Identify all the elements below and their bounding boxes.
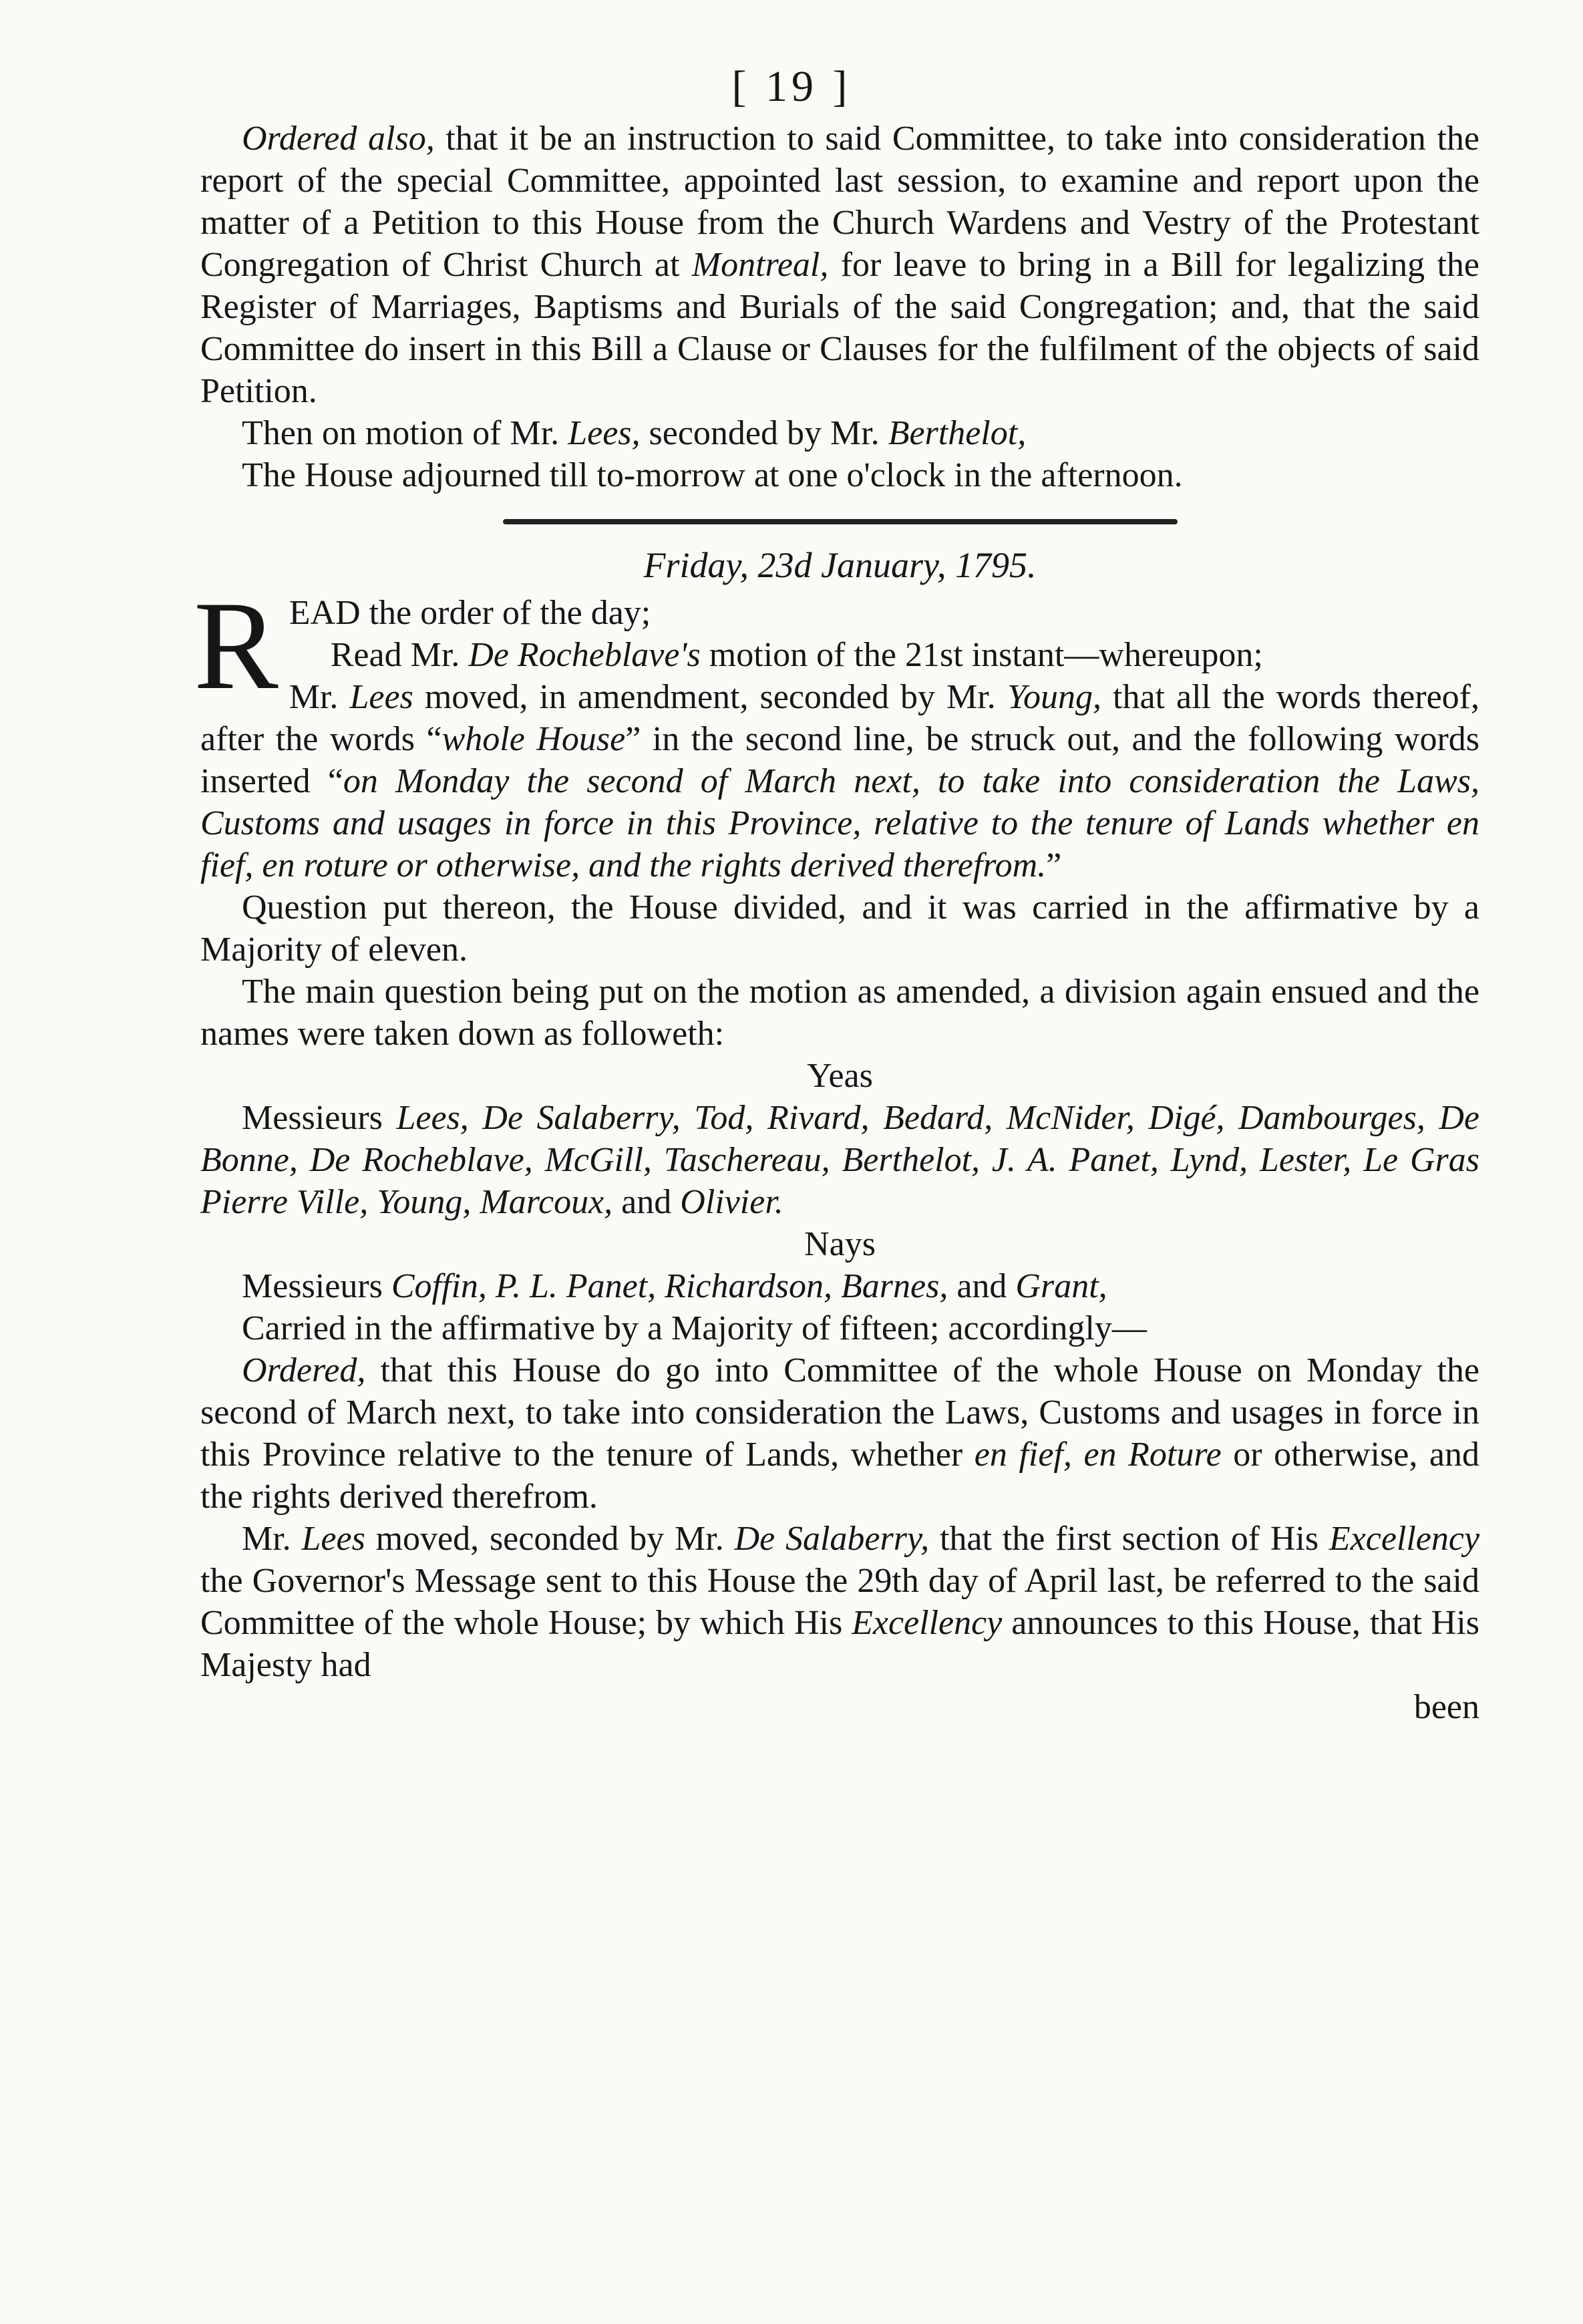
member-names: Coffin, P. L. Panet, Richardson, Barnes, xyxy=(391,1267,948,1305)
member-name: Lees xyxy=(301,1520,365,1558)
inserted-words: on Monday the second of March next, to take into consideration the Laws, Customs and usages in force in this Province, relative to the tenure of Lands whether en fief, en roture or otherwise, and the rights derived therefrom. xyxy=(200,762,1480,884)
tenure-term: en Roture xyxy=(1083,1436,1222,1474)
paragraph-text: ” in the second line, be struck out, and the following words inserted “ xyxy=(200,720,1479,800)
paragraph-text: seconded by Mr. xyxy=(640,414,888,452)
paragraph-text xyxy=(1072,1436,1084,1474)
paragraph-ordered xyxy=(200,1349,1479,1518)
text-column xyxy=(194,118,1480,1728)
title-term: Excellency xyxy=(852,1604,1003,1642)
ordered-also-lead: Ordered also, xyxy=(242,120,435,158)
paragraph-text: that it be an instruction to said Committee, to take into consideration the report of the special Committee, appointed last session, to examine and report upon the matter of a Petition to this House from the Church Wardens and Vestry of the Protestant Congregation of Christ Church at xyxy=(200,120,1479,284)
tenure-term: en fief, xyxy=(974,1436,1072,1474)
paragraph-text: moved, seconded by Mr. xyxy=(365,1520,735,1558)
nays-list xyxy=(200,1265,1479,1307)
paragraph-text: moved, in amendment, seconded by Mr. xyxy=(413,678,1007,716)
paragraph-text: announces to this House, that His Majesty had xyxy=(200,1604,1480,1684)
paragraph-text: Messieurs xyxy=(242,1267,391,1305)
quoted-phrase: whole House xyxy=(442,720,626,758)
page-number: [ 19 ] xyxy=(731,62,852,111)
paragraph-text: the Governor's Message sent to this House the 29th day of April last, be referred to the said Committee of the whole House; by which His xyxy=(200,1562,1479,1642)
drop-cap: R xyxy=(194,576,279,716)
title-term: Excellency xyxy=(1329,1520,1480,1558)
paragraph-text: and xyxy=(948,1267,1016,1305)
paragraph-ordered-also xyxy=(200,118,1479,412)
yeas-heading: Yeas xyxy=(807,1057,873,1095)
member-name: Lees xyxy=(349,678,413,716)
member-name: Lees, xyxy=(568,414,641,452)
paragraph-message-motion xyxy=(200,1518,1479,1686)
paragraph-text: Read Mr. xyxy=(330,636,469,674)
paragraph-text: Mr. xyxy=(289,678,350,716)
paragraph-text: Messieurs xyxy=(242,1099,397,1137)
section-divider xyxy=(503,519,1178,524)
paragraph-text: and xyxy=(612,1183,681,1221)
nays-heading: Nays xyxy=(804,1225,876,1263)
paragraph-text: EAD the order of the day; xyxy=(289,594,651,632)
catchword: been xyxy=(1413,1688,1479,1726)
dateline: Friday, 23d January, 1795. xyxy=(643,545,1037,585)
paragraph-text: motion of the 21st instant—whereupon; xyxy=(700,636,1263,674)
paragraph-question-put: Question put thereon, the House divided, and it was carried in the affirmative by a Majority of eleven. xyxy=(200,888,1479,969)
paragraph-motion xyxy=(200,412,1479,454)
member-name: Grant, xyxy=(1015,1267,1107,1305)
member-name: De Rocheblave's xyxy=(468,636,701,674)
paragraph-main-question: The main question being put on the motion as amended, a division again ensued and the names were taken down as followeth: xyxy=(200,973,1479,1053)
member-name: Young, xyxy=(1007,678,1101,716)
place-name: Montreal, xyxy=(691,246,829,284)
paragraph-text: that the first section of His xyxy=(929,1520,1329,1558)
paragraph-text: that this House do go into Committee of the whole House on Monday the second of March next, to take into consideration the Laws, Customs and usages in force in this Province relative to the tenure of Lands, whether xyxy=(200,1351,1479,1474)
paragraph-text: Then on motion of Mr. xyxy=(242,414,568,452)
paragraph-amendment xyxy=(200,676,1479,886)
ordered-lead: Ordered, xyxy=(242,1351,366,1389)
paragraph-text: Mr. xyxy=(242,1520,302,1558)
paragraph-carried: Carried in the affirmative by a Majority of fifteen; accordingly— xyxy=(242,1309,1147,1347)
paragraph-text: that all the words thereof, after the words “ xyxy=(200,678,1480,758)
member-name: Olivier. xyxy=(680,1183,783,1221)
paragraph-text: ” xyxy=(1046,846,1062,884)
yeas-list xyxy=(200,1097,1479,1223)
paragraph-read-motion xyxy=(200,634,1479,676)
paragraph-text: for leave to bring in a Bill for legalizing the Register of Marriages, Baptisms and Burials of the said Congregation; and, that the said Committee do insert in this Bill a Clause or Clauses for the fulfilment of the objects of said Petition. xyxy=(200,246,1479,410)
member-name: Berthelot, xyxy=(888,414,1027,452)
member-names: Lees, De Salaberry, Tod, Rivard, Bedard, McNider, Digé, Dambourges, De Bonne, De Rocheblave, McGill, Taschereau, Berthelot, J. A. Panet, Lynd, Lester, Le Gras Pierre Ville, Young, Marcoux, xyxy=(200,1099,1480,1221)
paragraph-adjourned: The House adjourned till to-morrow at one o'clock in the afternoon. xyxy=(242,456,1183,494)
member-name: De Salaberry, xyxy=(734,1520,930,1558)
paragraph-text: or otherwise, and the rights derived therefrom. xyxy=(200,1436,1479,1516)
